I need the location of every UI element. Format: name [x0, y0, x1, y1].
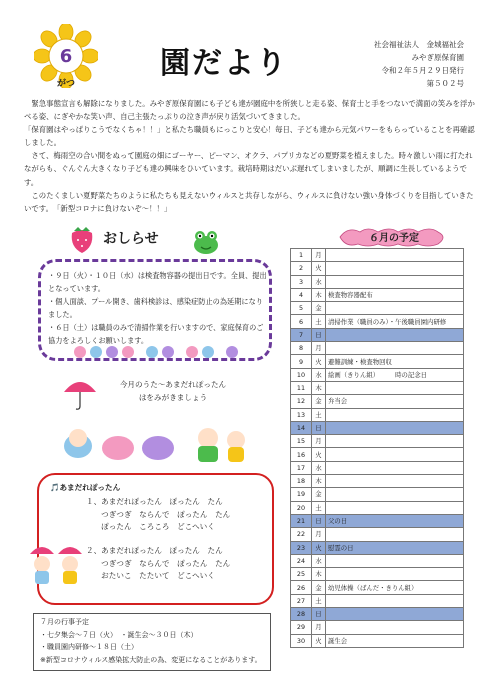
calendar-row [291, 621, 464, 634]
calendar-day: 23 [291, 541, 312, 554]
calendar-weekday: 土 [312, 501, 326, 514]
calendar-event [326, 621, 464, 634]
calendar-title-banner [338, 226, 448, 248]
org-name: 社会福祉法人 金城福祉会 [374, 40, 464, 49]
calendar-day: 26 [291, 581, 312, 594]
calendar-weekday: 金 [312, 488, 326, 501]
intro-text [24, 97, 476, 215]
song-verse-1: １、あまだれぽったん ぽったん たん つぎつぎ ならんで ぽったん たん ぽったん ころころ どこへいく [86, 497, 231, 532]
notice-list [48, 269, 268, 347]
calendar-day: 5 [291, 302, 312, 315]
calendar-row [291, 581, 464, 594]
calendar-weekday: 金 [312, 395, 326, 408]
calendar-event [326, 461, 464, 474]
calendar-event [326, 475, 464, 488]
calendar-row [291, 395, 464, 408]
calendar-event [326, 554, 464, 567]
calendar-event [326, 262, 464, 275]
calendar-day: 17 [291, 461, 312, 474]
song-title: 🎵あまだれぽったん [50, 483, 121, 492]
calendar-weekday: 日 [312, 421, 326, 434]
calendar-day: 10 [291, 368, 312, 381]
calendar-event: 避難訓練・検査物回収 [326, 355, 464, 368]
calendar-weekday: 火 [312, 355, 326, 368]
calendar-weekday: 木 [312, 568, 326, 581]
calendar-row [291, 488, 464, 501]
calendar-day: 13 [291, 408, 312, 421]
calendar-weekday: 水 [312, 554, 326, 567]
calendar-row [291, 435, 464, 448]
calendar-weekday: 土 [312, 408, 326, 421]
calendar-row [291, 554, 464, 567]
calendar-weekday: 土 [312, 315, 326, 328]
calendar-day: 20 [291, 501, 312, 514]
calendar-weekday: 火 [312, 448, 326, 461]
calendar-row [291, 381, 464, 394]
calendar-row [291, 568, 464, 581]
calendar-event [326, 249, 464, 262]
calendar-event [326, 594, 464, 607]
page-title: 園だより [160, 46, 288, 81]
calendar-row [291, 328, 464, 341]
calendar-weekday: 月 [312, 249, 326, 262]
calendar-weekday: 水 [312, 368, 326, 381]
calendar-event: 父の日 [326, 514, 464, 527]
calendar-day: 19 [291, 488, 312, 501]
paragraph: 緊急事態宣言も解除になりました。みやぎ原保育園にも子ども達が園庭中を所狭しと走る姿、保育士と手をつないで満面の笑みを浮かべる姿、にぎやかな笑い声、自己主張たっぷりの泣き声が戻り活気づいてきました。 [24, 99, 475, 122]
calendar-table [290, 248, 464, 648]
song-of-month-line: 今月のうた～あまだれぽったん [119, 380, 227, 389]
calendar-day: 8 [291, 342, 312, 355]
calendar-row [291, 541, 464, 554]
calendar-weekday: 金 [312, 581, 326, 594]
calendar-row [291, 288, 464, 301]
calendar-event [326, 381, 464, 394]
calendar-weekday: 日 [312, 328, 326, 341]
notice-title: おしらせ [103, 231, 159, 247]
calendar-day: 9 [291, 355, 312, 368]
july-line: ・職員園内研修～１８日（土） [40, 643, 138, 651]
calendar-weekday: 月 [312, 342, 326, 355]
month-suffix: がつ [56, 79, 76, 88]
calendar-day: 24 [291, 554, 312, 567]
calendar-event [326, 435, 464, 448]
calendar-weekday: 水 [312, 461, 326, 474]
calendar-day: 21 [291, 514, 312, 527]
calendar-weekday: 火 [312, 541, 326, 554]
july-events [40, 616, 262, 666]
calendar-row [291, 302, 464, 315]
calendar-row [291, 501, 464, 514]
umbrella-icon [60, 372, 100, 412]
calendar-weekday: 金 [312, 302, 326, 315]
calendar-weekday: 土 [312, 594, 326, 607]
calendar-row [291, 421, 464, 434]
paragraph: 「保育園はやっぱりこうでなくちゃ！！」と私たち職員もにっこりと安心！毎日、子ども達から元気パワーをもらっていることを再確認しました。 [24, 125, 475, 148]
july-title: ７月の行事予定 [40, 618, 89, 626]
calendar-row [291, 262, 464, 275]
calendar-day: 29 [291, 621, 312, 634]
song-of-month-line: はをみがきましょう [138, 393, 208, 402]
calendar-title: ６月の予定 [369, 233, 419, 244]
calendar-row [291, 608, 464, 621]
calendar-event [326, 302, 464, 315]
calendar-row [291, 634, 464, 647]
paragraph: このたくましい夏野菜たちのように私たちも見えないウィルスと共存しながら、ウィルスに負けない強い身体づくりを目指していきたいです。 「新型コロナに負けないぞ～！！」 [24, 190, 474, 213]
calendar-event: 誕生会 [326, 634, 464, 647]
calendar-day: 6 [291, 315, 312, 328]
calendar-day: 27 [291, 594, 312, 607]
calendar-event [326, 608, 464, 621]
calendar-event: 清掃作業（職員のみ）・午後職員園内研修 [326, 315, 464, 328]
calendar-event [326, 328, 464, 341]
calendar-weekday: 火 [312, 262, 326, 275]
calendar-event: 絵画（きりん組） 時の記念日 [326, 368, 464, 381]
calendar-event [326, 448, 464, 461]
calendar-day: 15 [291, 435, 312, 448]
song-verse-2: ２、あまだれぽったん ぽったん たん つぎつぎ ならんで ぽったん たん おたいこ たたいて どこへいく [86, 546, 231, 581]
calendar-row [291, 342, 464, 355]
children-umbrella-illustration [58, 418, 248, 464]
calendar-event: 幼児体操（ばんだ・きりん組） [326, 581, 464, 594]
calendar-weekday: 火 [312, 634, 326, 647]
calendar-row [291, 315, 464, 328]
calendar-row [291, 461, 464, 474]
calendar-weekday: 木 [312, 475, 326, 488]
calendar-event [326, 408, 464, 421]
calendar-row [291, 249, 464, 262]
song-of-month [98, 378, 248, 404]
july-line: ・七夕集会～７日（火） ・誕生会～３０日（木） [40, 630, 198, 639]
calendar-day: 11 [291, 381, 312, 394]
calendar-event: 弁当会 [326, 395, 464, 408]
calendar-day: 1 [291, 249, 312, 262]
frog-icon [192, 228, 220, 256]
calendar-row [291, 475, 464, 488]
calendar-day: 3 [291, 275, 312, 288]
calendar-day: 16 [291, 448, 312, 461]
calendar-day: 12 [291, 395, 312, 408]
calendar-event: 慰霊の日 [326, 541, 464, 554]
notice-item: ・９日（火）・１０日（水）は検査物容器の提出日です。全員、提出となっています。 [48, 271, 267, 293]
calendar-weekday: 水 [312, 275, 326, 288]
calendar-day: 7 [291, 328, 312, 341]
calendar-row [291, 448, 464, 461]
calendar-weekday: 木 [312, 288, 326, 301]
paragraph: さて、梅雨空の合い間をぬって園庭の畑にゴーヤー、ピーマン、オクラ、パプリカなどの夏野菜を植えました。時々激しい雨に打たれながらも、ぐんぐん大きくなり子ども達の興味をひいています。栽培時期はだいぶ遅れてしまいましたが、順調に生長しているようです。 [24, 151, 473, 187]
calendar-weekday: 月 [312, 435, 326, 448]
calendar-event: 検査物容器配布 [326, 288, 464, 301]
calendar-weekday: 日 [312, 514, 326, 527]
calendar-row [291, 368, 464, 381]
calendar-day: 14 [291, 421, 312, 434]
calendar-event [326, 528, 464, 541]
calendar-day: 18 [291, 475, 312, 488]
calendar-row [291, 355, 464, 368]
calendar-weekday: 木 [312, 381, 326, 394]
calendar-row [291, 514, 464, 527]
calendar-row [291, 528, 464, 541]
calendar-day: 28 [291, 608, 312, 621]
calendar-day: 4 [291, 288, 312, 301]
calendar-event [326, 421, 464, 434]
notice-item: ・個人面談、プール開き、歯科検診は、感染症防止の為延期になりました。 [48, 297, 263, 319]
calendar-row [291, 408, 464, 421]
calendar-weekday: 日 [312, 608, 326, 621]
july-line: ※新型コロナウィルス感染拡大防止の為、変更になることがあります。 [40, 655, 262, 664]
calendar-day: 25 [291, 568, 312, 581]
kids-umbrella-icon [28, 540, 84, 586]
flower-border [70, 342, 250, 362]
calendar-event [326, 275, 464, 288]
calendar-event [326, 488, 464, 501]
song-title-text: あまだれぽったん [59, 483, 121, 492]
strawberry-icon [64, 225, 100, 255]
school-name: みやぎ原保育園 [411, 53, 464, 62]
org-info [356, 38, 464, 90]
calendar-event [326, 501, 464, 514]
calendar-weekday: 月 [312, 528, 326, 541]
issue-number: 第５０２号 [426, 79, 464, 88]
calendar-weekday: 月 [312, 621, 326, 634]
calendar-day: 2 [291, 262, 312, 275]
issue-date: 令和２年５月２９日発行 [381, 66, 464, 75]
calendar-row [291, 594, 464, 607]
calendar-event [326, 568, 464, 581]
calendar-row [291, 275, 464, 288]
sunflower-icon [34, 24, 98, 88]
calendar-day: 22 [291, 528, 312, 541]
calendar-day: 30 [291, 634, 312, 647]
notice-item: ・６日（土）は職員のみで清掃作業を行いますので、家庭保育のご協力をよろしくお願いします。 [48, 323, 264, 345]
calendar-event [326, 342, 464, 355]
month-number: 6 [59, 46, 73, 67]
